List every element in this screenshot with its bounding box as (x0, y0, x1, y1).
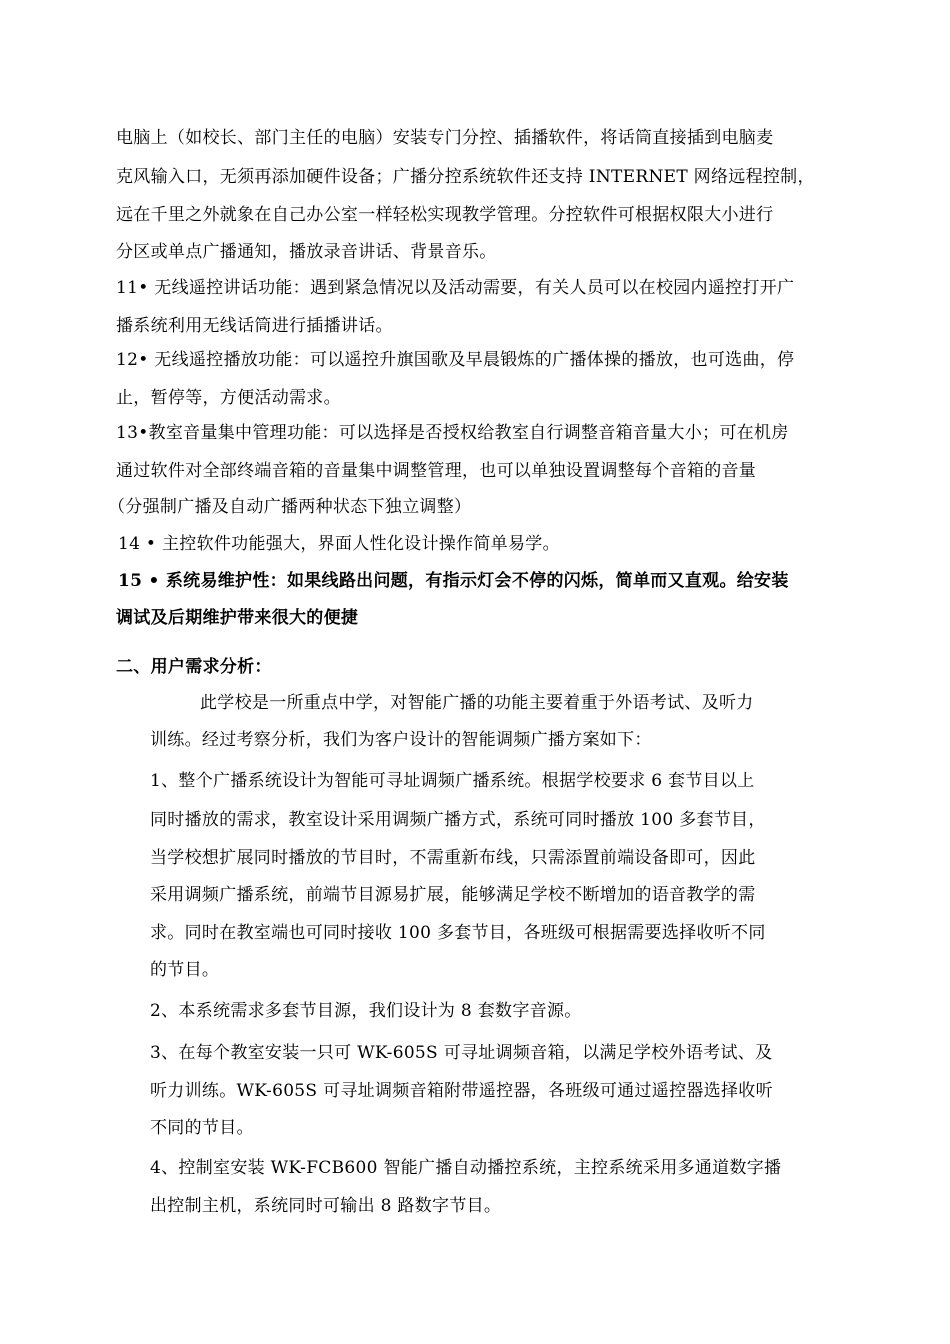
requirement-point-1-cont: 采用调频广播系统，前端节目源易扩展，能够满足学校不断增加的语音教学的需 (150, 885, 756, 905)
requirement-point-4-cont: 出控制主机，系统同时可输出 8 路数字节目。 (150, 1196, 502, 1216)
requirement-point-4: 4、控制室安装 WK-FCB600 智能广播自动播控系统，主控系统采用多通道数字播 (150, 1158, 782, 1178)
requirement-point-1: 1、整个广播系统设计为智能可寻址调频广播系统。根据学校要求 6 套节目以上 (150, 771, 755, 791)
requirement-point-1-cont: 求。同时在教室端也可同时接收 100 多套节目，各班级可根据需要选择收听不同 (150, 923, 766, 943)
feature-item-13-cont: 通过软件对全部终端音箱的音量集中调整管理，也可以单独设置调整每个音箱的音量 (116, 461, 757, 481)
feature-item-13: 13•教室音量集中管理功能：可以选择是否授权给教室自行调整音箱音量大小；可在机房 (116, 423, 789, 443)
feature-item-14: 14 • 主控软件功能强大，界面人性化设计操作简单易学。 (118, 534, 560, 554)
feature-item-11: 11• 无线遥控讲话功能：遇到紧急情况以及活动需要，有关人员可以在校园内遥控打开广 (116, 278, 795, 298)
paragraph-line: 克风输入口，无须再添加硬件设备；广播分控系统软件还支持 INTERNET 网络远程控制， (116, 167, 815, 187)
requirement-point-3: 3、在每个教室安装一只可 WK-605S 可寻址调频音箱，以满足学校外语考试、及 (150, 1043, 773, 1063)
section-intro-line: 此学校是一所重点中学，对智能广播的功能主要着重于外语考试、及听力 (200, 693, 754, 713)
requirement-point-1-cont: 的节目。 (150, 960, 220, 980)
paragraph-line: 远在千里之外就象在自己办公室一样轻松实现教学管理。分控软件可根据权限大小进行 (116, 205, 774, 225)
feature-item-15: 15 • 系统易维护性：如果线路出问题，有指示灯会不停的闪烁，简单而又直观。给安装 (118, 571, 789, 591)
feature-item-15-cont: 调试及后期维护带来很大的便捷 (116, 608, 359, 628)
requirement-point-1-cont: 当学校想扩展同时播放的节目时，不需重新布线，只需添置前端设备即可，因此 (150, 848, 756, 868)
feature-item-12: 12• 无线遥控播放功能：可以遥控升旗国歌及早晨锻炼的广播体操的播放，也可选曲，停 (116, 350, 795, 370)
paragraph-line: 电脑上（如校长、部门主任的电脑）安装专门分控、插播软件，将话筒直接插到电脑麦 (116, 128, 774, 148)
section-heading: 二、用户需求分析： (116, 657, 272, 677)
section-intro-line: 训练。经过考察分析，我们为客户设计的智能调频广播方案如下： (150, 730, 652, 750)
feature-item-12-cont: 止，暂停等，方便活动需求。 (116, 388, 341, 408)
feature-item-11-cont: 播系统利用无线话筒进行插播讲话。 (116, 316, 393, 336)
requirement-point-3-cont: 听力训练。WK-605S 可寻址调频音箱附带遥控器，各班级可通过遥控器选择收听 (150, 1081, 773, 1101)
feature-item-13-cont: （分强制广播及自动广播两种状态下独立调整） (108, 497, 472, 517)
requirement-point-3-cont: 不同的节目。 (150, 1118, 254, 1138)
paragraph-line: 分区或单点广播通知，播放录音讲话、背景音乐。 (116, 242, 497, 262)
requirement-point-1-cont: 同时播放的需求，教室设计采用调频广播方式，系统可同时播放 100 多套节目， (150, 810, 766, 830)
requirement-point-2: 2、本系统需求多套节目源，我们设计为 8 套数字音源。 (150, 1001, 582, 1021)
